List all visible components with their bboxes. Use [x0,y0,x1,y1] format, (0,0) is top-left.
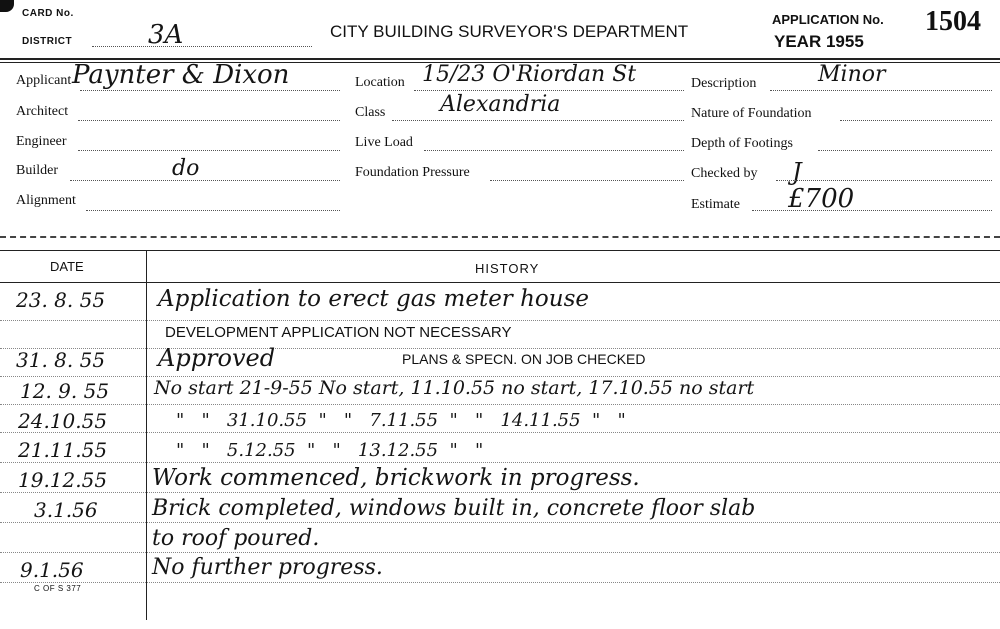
history-entry: to roof poured. [152,526,320,551]
application-number: 1504 [925,6,981,37]
table-top-rule [0,250,1000,251]
row-rule [0,320,1000,321]
checked-by-value: J [792,158,802,186]
history-entry: " " 5.12.55 " " 13.12.55 " " [176,440,484,461]
history-date: 23. 8. 55 [16,288,106,312]
applicant-value: Paynter & Dixon [72,60,290,90]
location-label: Location [355,75,405,90]
class-label: Class [355,105,386,120]
history-entry: No start 21-9-55 No start, 11.10.55 no start, 17.10.55 no start [154,377,755,399]
live-load-label: Live Load [355,135,413,150]
history-date: 19.12.55 [18,468,108,492]
section-rule [0,236,1000,238]
history-entry: Approved [158,344,276,372]
checked-line [776,180,992,181]
district-line [92,46,312,47]
description-line [770,90,992,91]
header-bottom-rule [0,282,1000,283]
architect-label: Architect [16,104,69,119]
location-value: 15/23 O'Riordan St [422,62,637,87]
class-line [392,120,684,121]
history-date: 31. 8. 55 [16,348,106,372]
depth-line [818,150,992,151]
history-entry: No further progress. [152,555,383,580]
row-rule [0,432,1000,433]
row-rule [0,492,1000,493]
district-label: DISTRICT [22,36,73,47]
builder-line [70,180,340,181]
architect-line [78,120,340,121]
history-entry: Application to erect gas meter house [158,286,590,312]
engineer-line [78,150,340,151]
estimate-label: Estimate [691,197,740,212]
history-date: 9.1.56 [20,558,84,582]
engineer-label: Engineer [16,134,67,149]
history-stamp-plans: PLANS & SPECN. ON JOB CHECKED [402,351,646,367]
row-rule [0,582,1000,583]
history-date: 21.11.55 [18,438,108,462]
description-value: Minor [818,62,886,87]
nature-line [840,120,992,121]
history-header: HISTORY [475,261,540,276]
location-line [414,90,684,91]
history-date: 12. 9. 55 [20,379,110,403]
alignment-label: Alignment [16,193,76,208]
live-load-line [424,150,684,151]
history-date: 24.10.55 [18,409,108,433]
estimate-value: £700 [788,184,855,214]
history-date: 3.1.56 [34,498,98,522]
card-no-label: CARD No. [22,8,74,19]
corner-mark [0,0,14,12]
row-rule [0,462,1000,463]
builder-label: Builder [16,163,58,178]
alignment-line [86,210,340,211]
history-stamp-development: DEVELOPMENT APPLICATION NOT NECESSARY [165,324,512,341]
history-entry: " " 31.10.55 " " 7.11.55 " " 14.11.55 " " [176,410,626,431]
application-no-label: APPLICATION No. [772,12,884,27]
history-entry: Work commenced, brickwork in progress. [152,465,640,491]
department-title: CITY BUILDING SURVEYOR'S DEPARTMENT [330,22,689,41]
foundation-pressure-line [490,180,684,181]
form-code: C OF S 377 [34,584,82,593]
date-column-divider [146,250,147,620]
year-label: YEAR 1955 [774,32,864,51]
foundation-pressure-label: Foundation Pressure [355,165,470,180]
builder-value: do [172,156,200,181]
date-header: DATE [50,259,84,274]
applicant-line [80,90,340,91]
estimate-line [752,210,992,211]
depth-of-footings-label: Depth of Footings [691,136,793,151]
row-rule [0,552,1000,553]
row-rule [0,404,1000,405]
applicant-label: Applicant [16,73,72,88]
district-value: 3A [148,20,184,50]
row-rule [0,522,1000,523]
history-entry: Brick completed, windows built in, concrete floor slab [152,496,756,521]
description-label: Description [691,76,757,91]
class-value: Alexandria [440,92,561,117]
row-rule [0,348,1000,349]
nature-of-foundation-label: Nature of Foundation [691,106,812,121]
checked-by-label: Checked by [691,166,758,181]
